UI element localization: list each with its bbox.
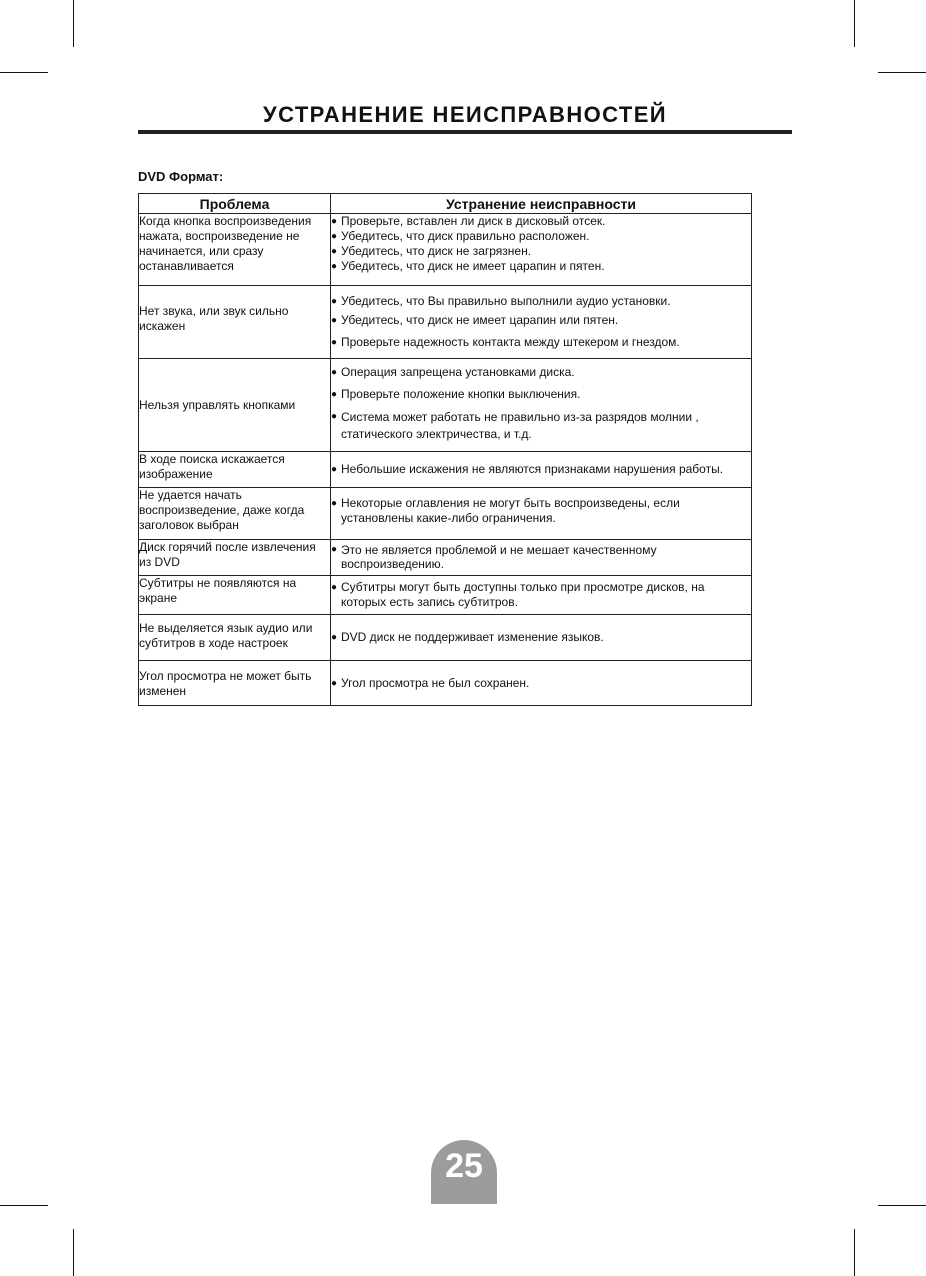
solution-item: ● Проверьте, вставлен ли диск в дисковый отсек.: [331, 214, 606, 228]
bullet-icon: ●: [331, 464, 338, 475]
solution-item: ● Угол просмотра не был сохранен.: [331, 675, 530, 690]
solution-item: ● Операция запрещена установками диска.: [331, 365, 575, 379]
crop-mark: [73, 0, 74, 47]
problem-cell: [139, 286, 331, 359]
page-number-tab: [431, 1140, 497, 1204]
solution-item: ● DVD диск не поддерживает изменение языков.: [331, 630, 604, 644]
problem-cell: [139, 359, 331, 452]
page-title: УСТРАНЕНИЕ НЕИСПРАВНОСТЕЙ: [263, 102, 667, 127]
bullet-icon: ●: [331, 389, 338, 400]
troubleshooting-table: [138, 193, 752, 706]
table-header-row: [139, 194, 752, 214]
bullet-icon: ●: [331, 261, 338, 272]
problem-text: Нельзя управлять кнопками: [139, 397, 296, 412]
bullet-icon: ●: [331, 315, 338, 326]
problem-text: В ходе поиска искажается изображение: [139, 452, 285, 481]
bullet-icon: ●: [331, 216, 338, 227]
problem-cell: [139, 452, 331, 488]
table-row: [139, 214, 752, 286]
solution-item: ● Некоторые оглавления не могут быть воспроизведены, если установлены какие-либо ограничения.: [331, 496, 680, 525]
solution-item: ● Система может работать не правильно из-за разрядов молнии , статического электричества, и т.д.: [331, 410, 699, 441]
solution-item: ● Убедитесь, что диск правильно расположен.: [331, 229, 590, 243]
bullet-icon: ●: [331, 337, 338, 348]
problem-cell: [139, 214, 331, 286]
header-solution: Устранение неисправности: [331, 194, 752, 214]
section-label: DVD Формат:: [138, 169, 224, 184]
problem-text: Когда кнопка воспроизведения нажата, воспроизведение не начинается, или сразу останавливается: [139, 214, 312, 273]
bullet-icon: ●: [331, 246, 338, 257]
bullet-icon: ●: [331, 296, 338, 307]
bullet-icon: ●: [331, 677, 338, 689]
table-row: [139, 540, 752, 576]
bullet-icon: ●: [331, 582, 338, 593]
solution-item: ● Убедитесь, что диск не загрязнен.: [331, 244, 532, 258]
problem-text: Нет звука, или звук сильно искажен: [139, 304, 289, 333]
table-row: [139, 286, 752, 359]
problem-text: Субтитры не появляются на экране: [139, 576, 297, 605]
page-number: 25: [445, 1147, 483, 1185]
crop-mark: [854, 0, 855, 47]
solution-cell: [331, 576, 752, 615]
problem-cell: [139, 661, 331, 706]
solution-cell: [331, 286, 752, 359]
bullet-icon: ●: [331, 498, 338, 509]
solution-item: ● Небольшие искажения не являются признаками нарушения работы.: [331, 462, 724, 476]
solution-item: ● Убедитесь, что Вы правильно выполнили аудио установки.: [331, 292, 751, 311]
solution-item: ● Проверьте положение кнопки выключения.: [331, 387, 581, 401]
solution-cell: [331, 540, 752, 576]
bullet-icon: ●: [331, 411, 338, 422]
table-row: [139, 615, 752, 661]
bullet-icon: ●: [331, 632, 338, 643]
crop-mark: [878, 72, 926, 73]
solution-item: ● Субтитры могут быть доступны только при просмотре дисков, на которых есть запись субтитров.: [331, 580, 705, 609]
table-row: [139, 661, 752, 706]
header-problem: Проблема: [139, 194, 331, 214]
problem-cell: [139, 576, 331, 615]
bullet-icon: ●: [331, 367, 338, 378]
title-divider: [138, 130, 792, 134]
problem-cell: [139, 488, 331, 540]
solution-item: ● Убедитесь, что диск не имеет царапин или пятен.: [331, 311, 751, 330]
bullet-icon: ●: [331, 544, 338, 555]
solution-item: ● Убедитесь, что диск не имеет царапин и пятен.: [331, 259, 605, 273]
solution-cell: [331, 615, 752, 661]
solution-cell: [331, 488, 752, 540]
crop-mark: [0, 1205, 48, 1206]
solution-cell: [331, 214, 752, 286]
crop-mark: [854, 1229, 855, 1276]
crop-mark: [878, 1205, 926, 1206]
solution-item: ● Проверьте надежность контакта между штекером и гнездом.: [331, 333, 751, 352]
problem-text: Диск горячий после извлечения из DVD: [139, 540, 316, 569]
problem-text: Угол просмотра не может быть изменен: [139, 669, 312, 698]
solution-cell: [331, 661, 752, 706]
solution-item: ● Это не является проблемой и не мешает качественному воспроизведению.: [331, 543, 657, 571]
problem-cell: [139, 540, 331, 576]
problem-text: Не удается начать воспроизведение, даже когда заголовок выбран: [139, 488, 305, 532]
problem-text: Не выделяется язык аудио или субтитров в ходе настроек: [139, 621, 313, 650]
solution-cell: [331, 359, 752, 452]
table-row: [139, 576, 752, 615]
crop-mark: [73, 1229, 74, 1276]
table-row: [139, 359, 752, 452]
solution-cell: [331, 452, 752, 488]
table-row: [139, 488, 752, 540]
problem-cell: [139, 615, 331, 661]
table-row: [139, 452, 752, 488]
crop-mark: [0, 72, 48, 73]
bullet-icon: ●: [331, 231, 338, 242]
